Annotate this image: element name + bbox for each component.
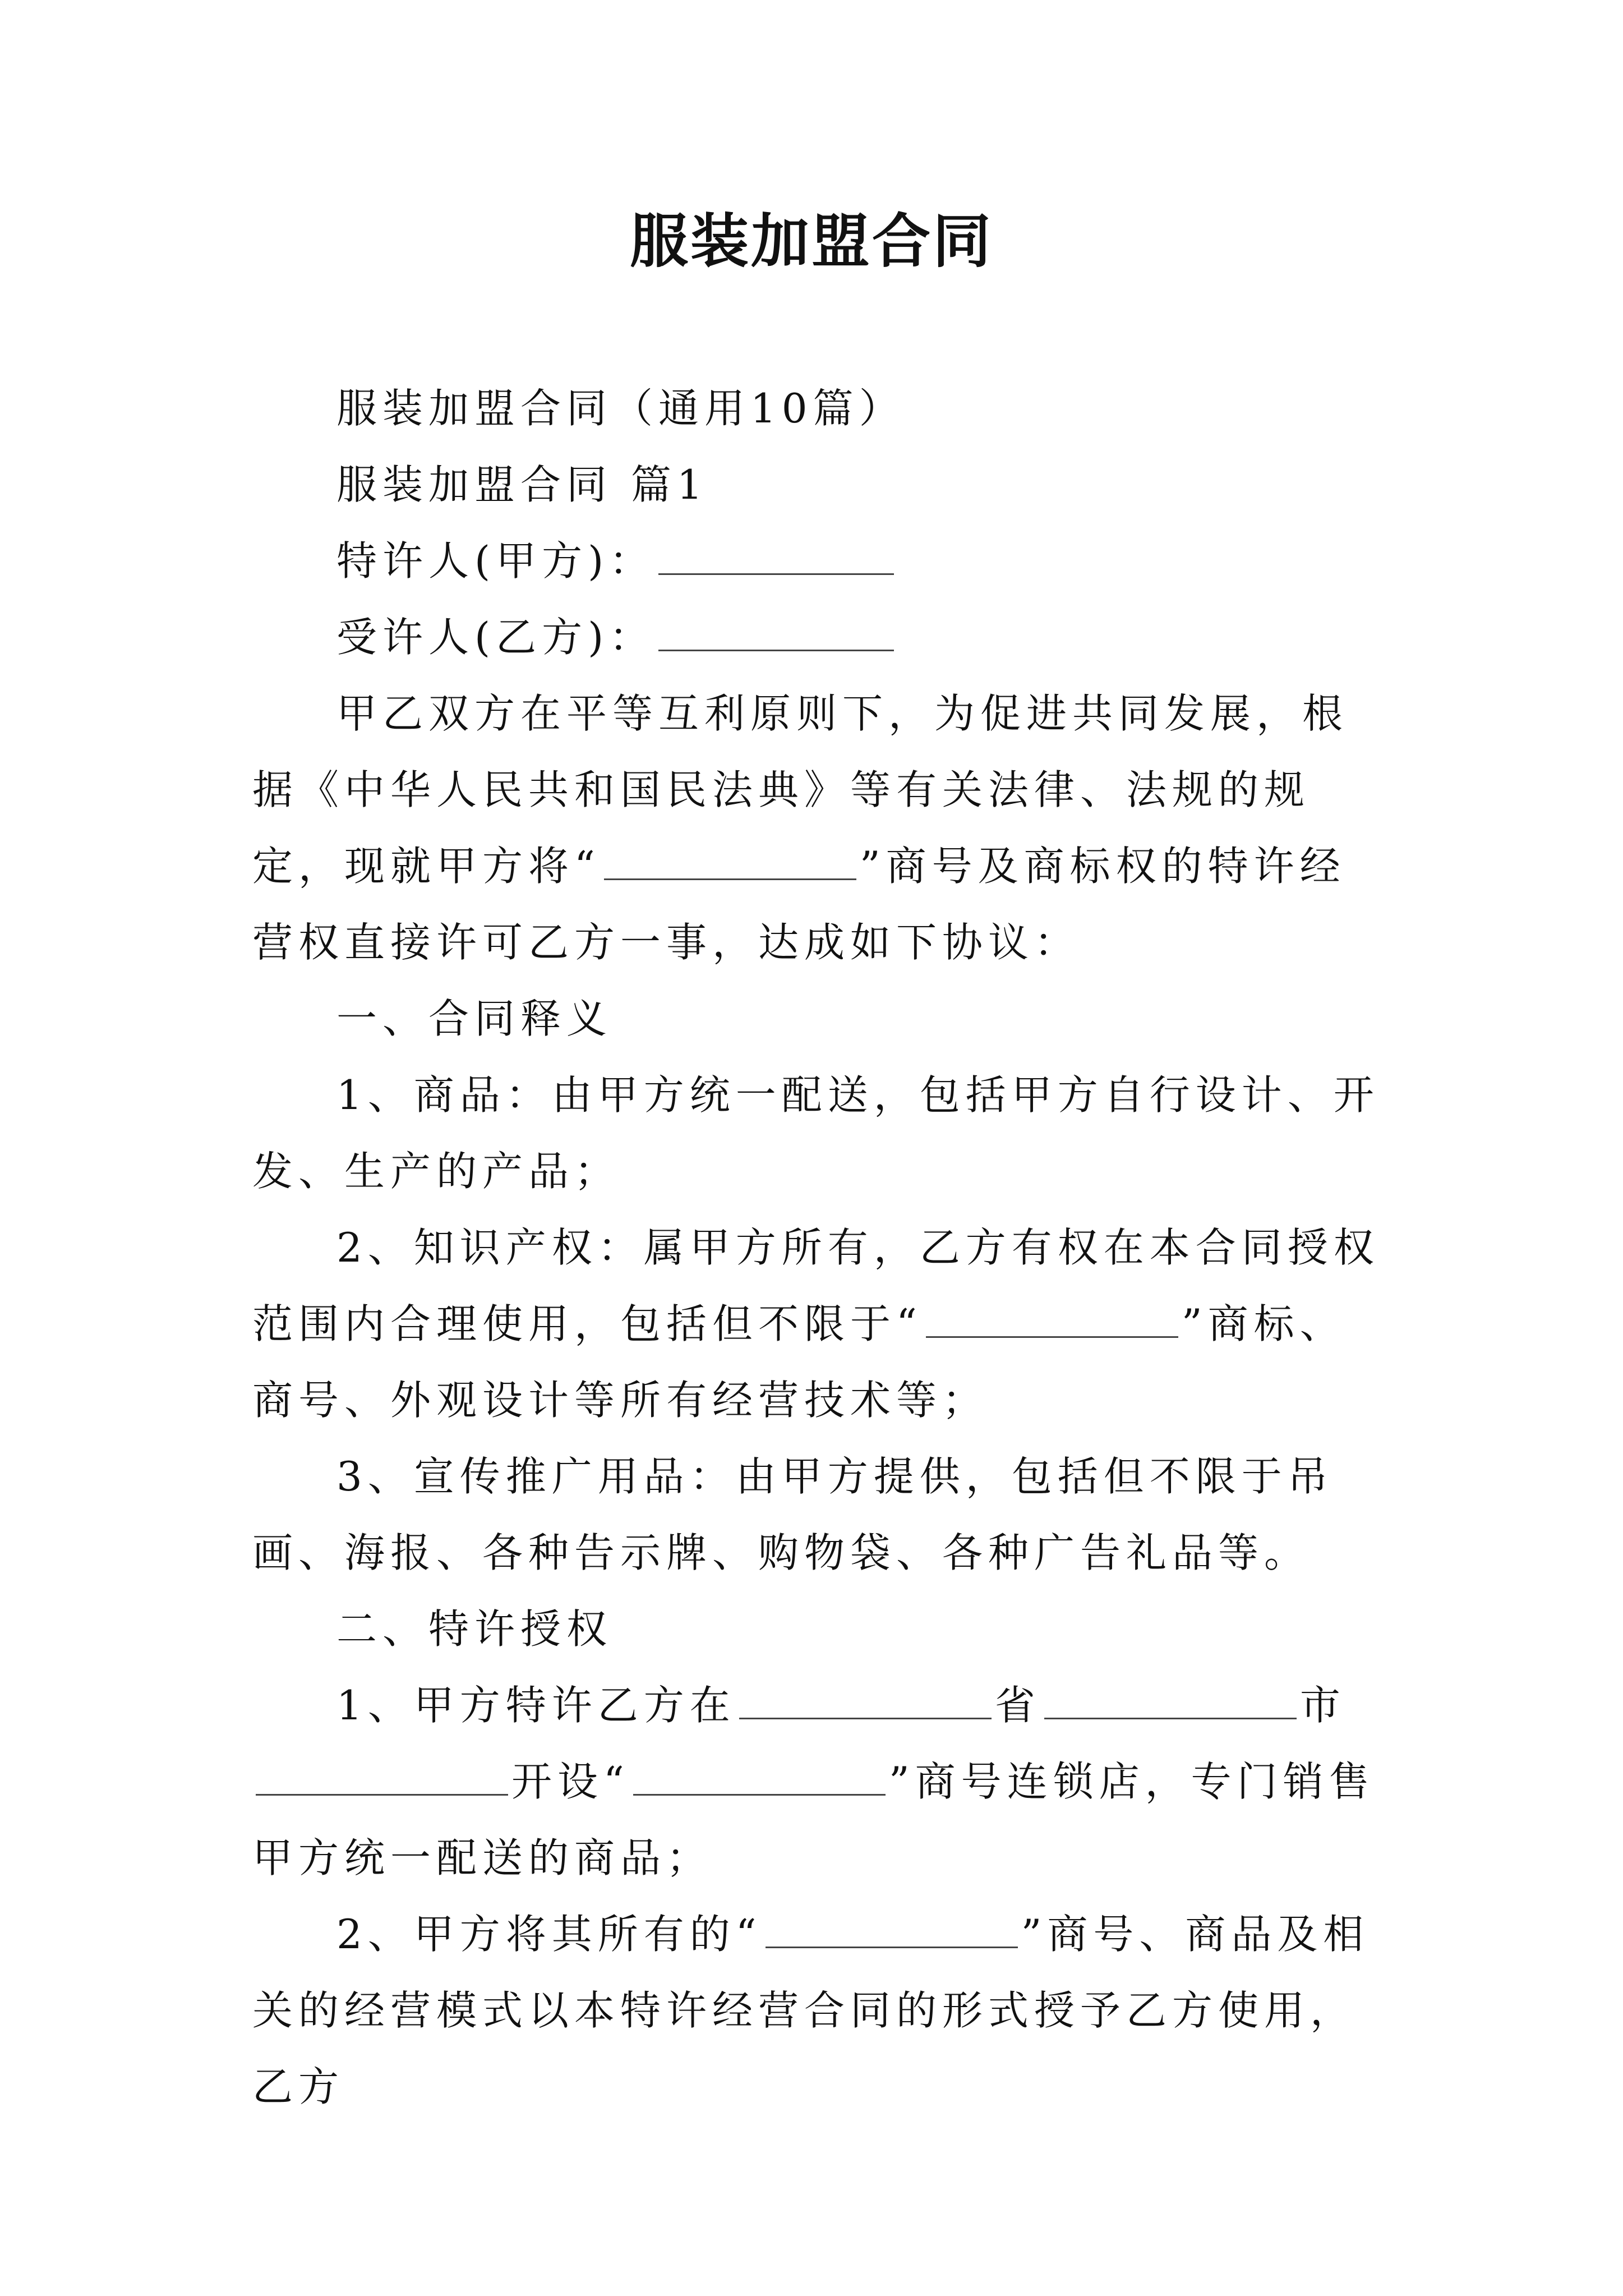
paragraph-text: 一、合同释义 [336,995,613,1042]
paragraph-text: 开设“ [511,1758,630,1805]
paragraph-text: 特许人(甲方)： [336,537,656,585]
fill-in-blank [633,1793,886,1796]
paragraph-text: 市 [1299,1682,1346,1729]
paragraph-text: 二、特许授权 [336,1605,613,1653]
fill-in-blank [926,1336,1178,1338]
paragraph-franchisor [252,523,1390,599]
paragraph-text: 1、商品：由甲方统一配送，包括甲方自行设计、开发、生产的产品； [252,1071,1380,1195]
paragraph-text: ”商号及商标权的特许经营权直接许可乙方一事，达成如下协议： [252,843,1346,966]
fill-in-blank [739,1717,992,1719]
paragraph-clause [252,1057,1390,1209]
document-title: 服装加盟合同 [629,207,993,275]
paragraph-heading-authorization [252,1591,1390,1667]
paragraph-text: 1、甲方特许乙方在 [336,1682,736,1729]
fill-in-blank [256,1793,508,1796]
paragraph-text: ”商标、商号、外观设计等所有经营技术等； [252,1300,1346,1424]
fill-in-blank [658,649,894,651]
paragraph-section-heading [252,447,1390,523]
fill-in-blank [658,573,894,575]
paragraph-text: 2、知识产权：属甲方所有，乙方有权在本合同授权范围内合理使用，包括但不限于“ [252,1224,1380,1347]
paragraph-text: 甲乙双方在平等互利原则下，为促进共同发展，根据《中华人民共和国民法典》等有关法律、法规的规定，现就甲方将“ [252,690,1349,890]
paragraph-text: 服装加盟合同 篇1 [336,461,708,508]
paragraph-subtitle [252,370,1390,447]
paragraph-clause [252,1896,1390,2125]
paragraph-clause [252,1667,1390,1896]
fill-in-blank [1044,1717,1297,1719]
paragraph-preamble [252,675,1390,981]
paragraph-text: 受许人(乙方)： [336,614,656,661]
paragraph-heading-definitions [252,981,1390,1057]
paragraph-text: 服装加盟合同（通用10篇） [336,385,905,432]
paragraph-clause [252,1209,1390,1438]
paragraph-text: ”商号连锁店，专门销售甲方统一配送的商品； [252,1758,1375,1881]
paragraph-text: 省 [994,1682,1041,1729]
document-body [252,370,1390,2125]
paragraph-text: ”商号、商品及相关的经营模式以本特许经营合同的形式授予乙方使用，乙方 [252,1911,1370,2110]
paragraph-clause [252,1438,1390,1591]
fill-in-blank [766,1946,1018,1948]
paragraph-franchisee [252,599,1390,675]
fill-in-blank [604,878,856,880]
paragraph-text: 2、甲方将其所有的“ [336,1911,762,1958]
paragraph-text: 3、宣传推广用品：由甲方提供，包括但不限于吊画、海报、各种告示牌、购物袋、各种广告礼品等。 [252,1453,1334,1576]
